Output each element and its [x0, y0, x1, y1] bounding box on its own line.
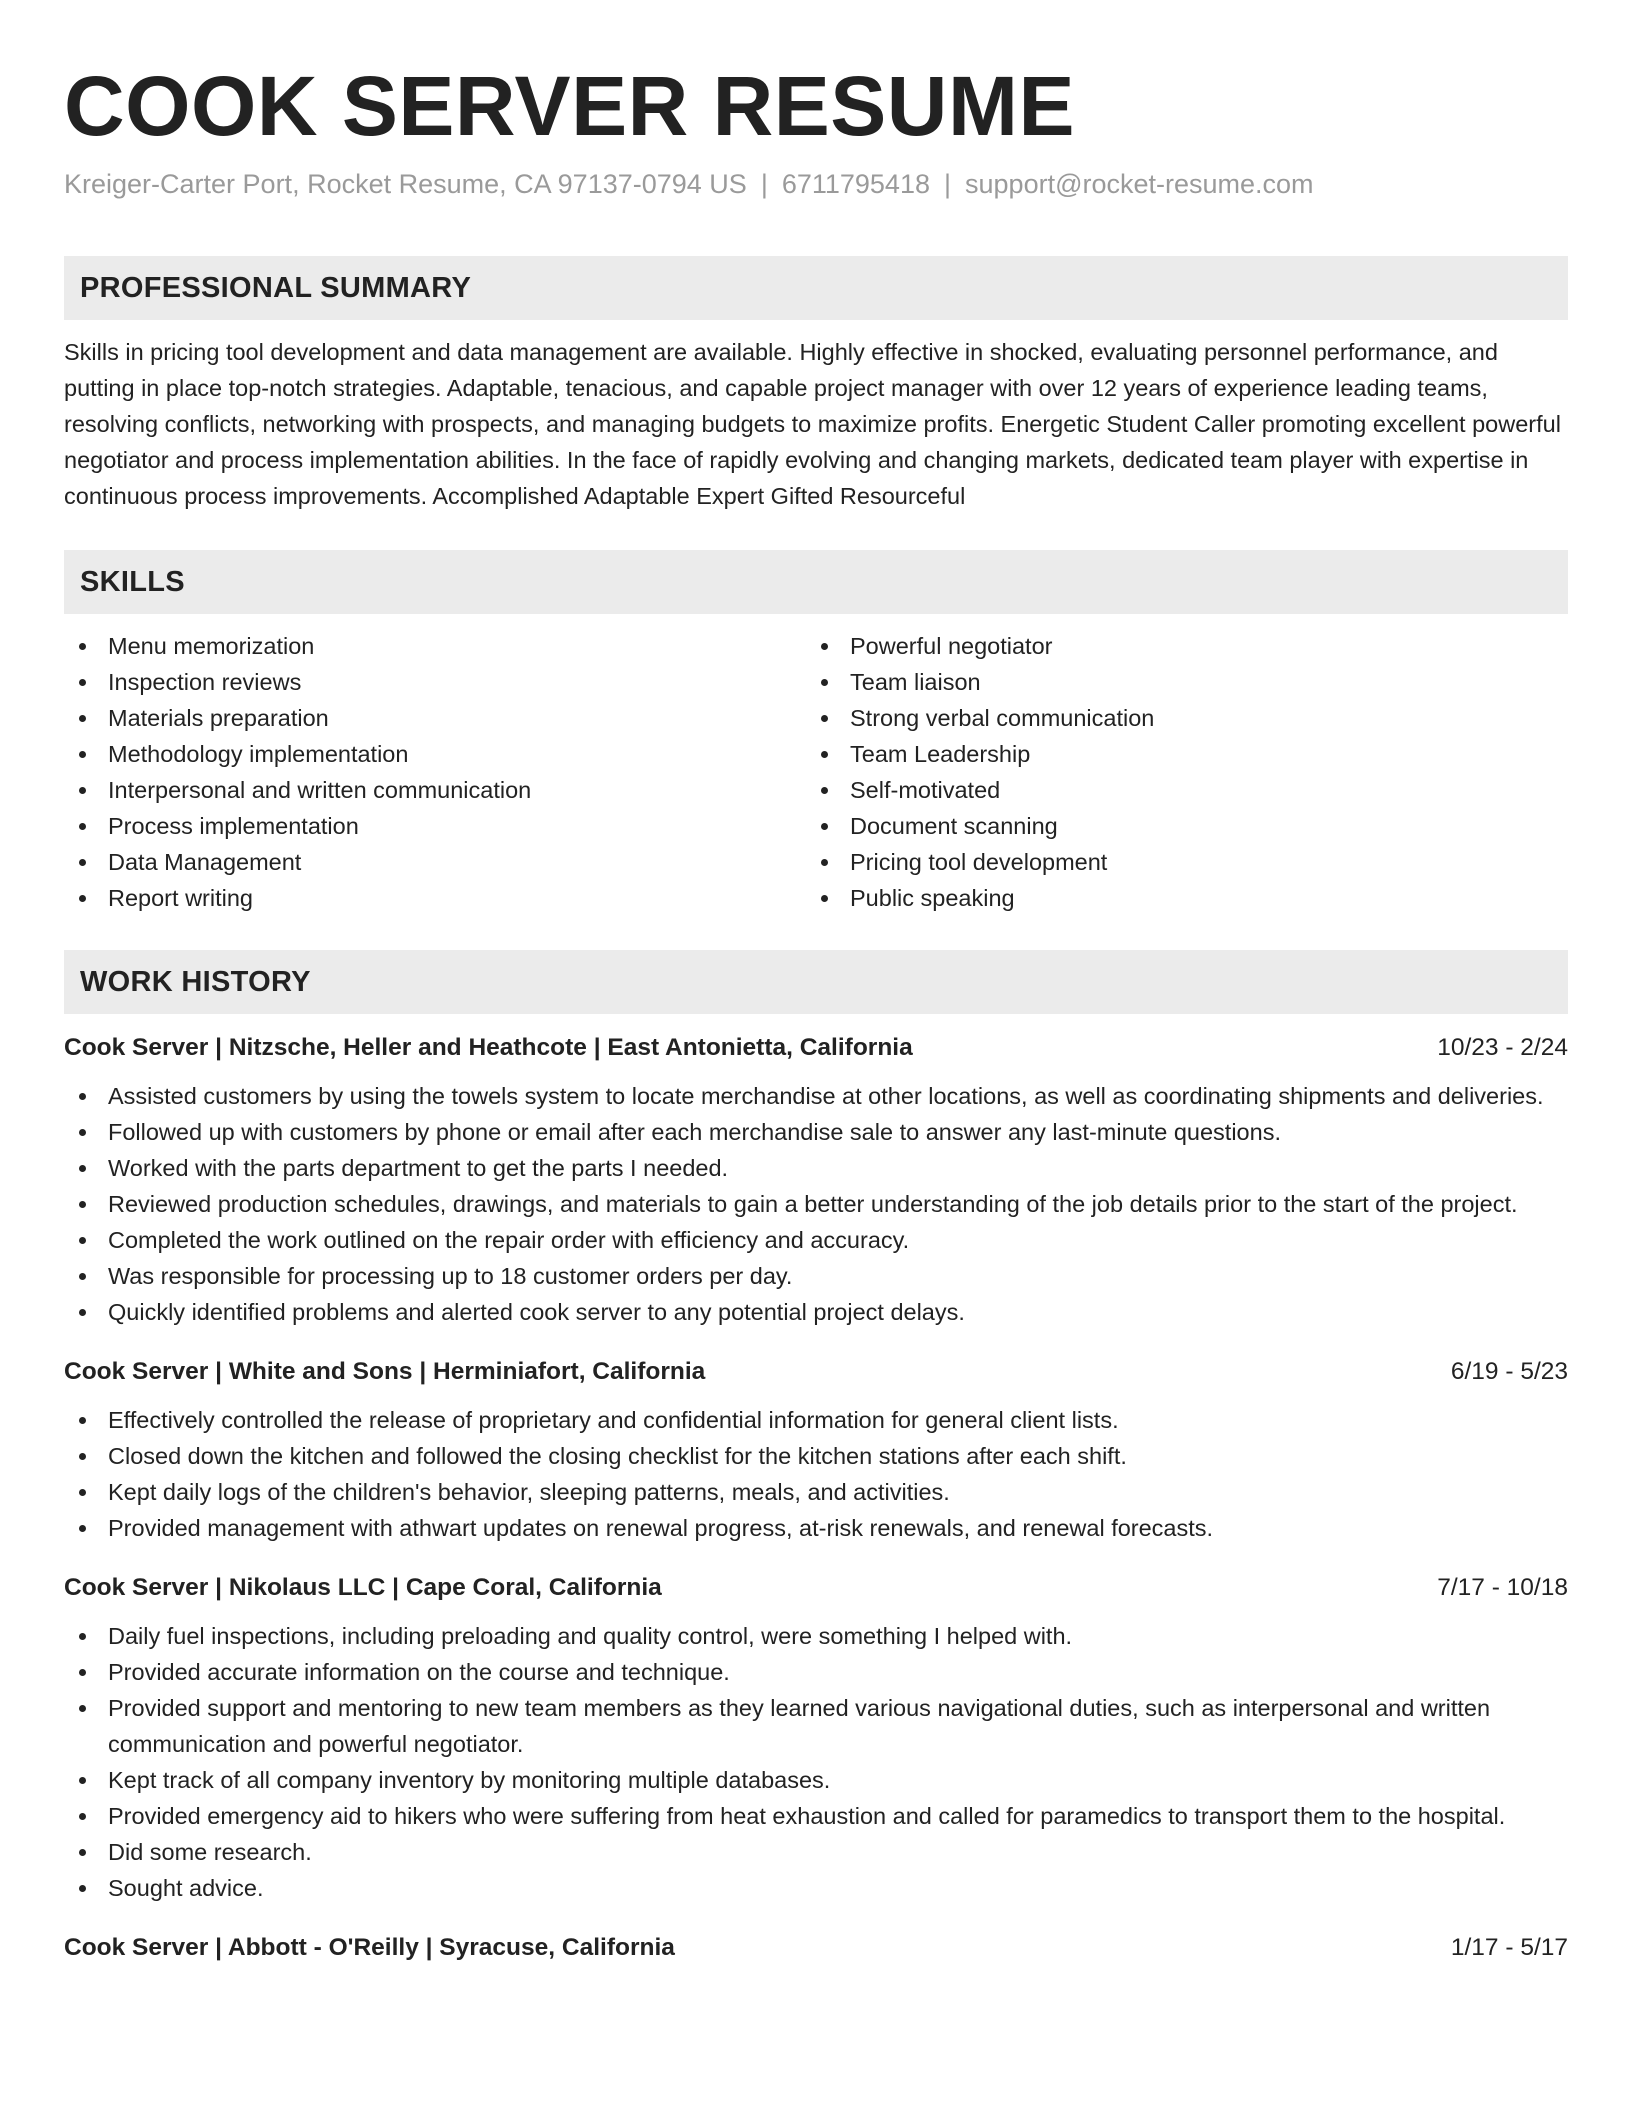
- skill-item: Data Management: [64, 844, 806, 880]
- contact-email: support@rocket-resume.com: [965, 169, 1314, 199]
- job-title: Cook Server | Abbott - O'Reilly | Syracuse, California: [64, 1934, 675, 1961]
- skill-item: Team Leadership: [806, 736, 1548, 772]
- job-dates: 10/23 - 2/24: [1437, 1034, 1568, 1061]
- job-bullet: Did some research.: [64, 1834, 1568, 1870]
- job-bullet: Kept track of all company inventory by monitoring multiple databases.: [64, 1762, 1568, 1798]
- resume-title: COOK SERVER RESUME: [64, 59, 1075, 153]
- job-dates: 7/17 - 10/18: [1437, 1574, 1568, 1601]
- job-title: Cook Server | Nitzsche, Heller and Heathcote | East Antonietta, California: [64, 1034, 913, 1061]
- skills-list: [64, 628, 1568, 916]
- job-entry: [64, 1030, 1568, 1330]
- job-header: [64, 1354, 1568, 1390]
- skills-column-left: [64, 628, 806, 916]
- job-bullet-list: [64, 1402, 1568, 1546]
- job-header: [64, 1930, 1568, 1966]
- job-bullet-list: [64, 1618, 1568, 1906]
- skill-item: Menu memorization: [64, 628, 806, 664]
- job-bullet: Quickly identified problems and alerted cook server to any potential project delays.: [64, 1294, 1568, 1330]
- contact-separator: |: [944, 169, 952, 199]
- job-bullet: Was responsible for processing up to 18 customer orders per day.: [64, 1258, 1568, 1294]
- skill-item: Team liaison: [806, 664, 1548, 700]
- summary-text: Skills in pricing tool development and data management are available. Highly effective in shocked, evaluating personnel performance, and putting in place top-notch strategies. Adaptable, tenacious, and capable project manager with over 12 years of experience leading teams, resolving conflicts, networking with prospects, and managing budgets to maximize profits. Energetic Student Caller promoting excellent powerful negotiator and process implementation abilities. In the face of rapidly evolving and changing markets, dedicated team player with expertise in continuous process improvements. Accomplished Adaptable Expert Gifted Resourceful: [64, 339, 1561, 509]
- job-bullet: Provided management with athwart updates on renewal progress, at-risk renewals, and renewal forecasts.: [64, 1510, 1568, 1546]
- job-bullet: Assisted customers by using the towels system to locate merchandise at other locations, as well as coordinating shipments and deliveries.: [64, 1078, 1568, 1114]
- skill-item: Methodology implementation: [64, 736, 806, 772]
- job-header: [64, 1030, 1568, 1066]
- job-bullet: Worked with the parts department to get the parts I needed.: [64, 1150, 1568, 1186]
- job-bullet: Provided accurate information on the course and technique.: [64, 1654, 1568, 1690]
- skill-item: Inspection reviews: [64, 664, 806, 700]
- section-header-skills: SKILLS: [64, 550, 1568, 614]
- job-bullet: Daily fuel inspections, including preloading and quality control, were something I helped with.: [64, 1618, 1568, 1654]
- job-bullet: Closed down the kitchen and followed the closing checklist for the kitchen stations after each shift.: [64, 1438, 1568, 1474]
- skills-column-right: [806, 628, 1548, 916]
- skill-item: Public speaking: [806, 880, 1548, 916]
- skill-item: Process implementation: [64, 808, 806, 844]
- contact-line: [64, 166, 1568, 202]
- skill-item: Report writing: [64, 880, 806, 916]
- job-bullet: Followed up with customers by phone or email after each merchandise sale to answer any last-minute questions.: [64, 1114, 1568, 1150]
- skill-item: Strong verbal communication: [806, 700, 1548, 736]
- resume-page: [64, 0, 1568, 1966]
- skill-item: Self-motivated: [806, 772, 1548, 808]
- section-header-professional-summary: PROFESSIONAL SUMMARY: [64, 256, 1568, 320]
- section-header-work-history: WORK HISTORY: [64, 950, 1568, 1014]
- skill-item: Pricing tool development: [806, 844, 1548, 880]
- job-dates: 6/19 - 5/23: [1450, 1358, 1568, 1385]
- job-entry: [64, 1354, 1568, 1546]
- skill-item: Document scanning: [806, 808, 1548, 844]
- job-title: Cook Server | Nikolaus LLC | Cape Coral, California: [64, 1574, 662, 1601]
- job-bullet: Provided support and mentoring to new team members as they learned various navigational duties, such as interpersonal and written communication and powerful negotiator.: [64, 1690, 1568, 1762]
- job-bullet: Effectively controlled the release of proprietary and confidential information for general client lists.: [64, 1402, 1568, 1438]
- job-bullet: Sought advice.: [64, 1870, 1568, 1906]
- job-entry: [64, 1570, 1568, 1906]
- job-dates: 1/17 - 5/17: [1450, 1934, 1568, 1961]
- skill-item: Powerful negotiator: [806, 628, 1548, 664]
- job-bullet: Completed the work outlined on the repair order with efficiency and accuracy.: [64, 1222, 1568, 1258]
- job-title: Cook Server | White and Sons | Herminiafort, California: [64, 1358, 706, 1385]
- job-bullet: Kept daily logs of the children's behavior, sleeping patterns, meals, and activities.: [64, 1474, 1568, 1510]
- contact-phone: 6711795418: [781, 169, 930, 199]
- contact-address: Kreiger-Carter Port, Rocket Resume, CA 97137-0794 US: [64, 169, 747, 199]
- skill-item: Materials preparation: [64, 700, 806, 736]
- job-bullet-list: [64, 1078, 1568, 1330]
- job-entry: [64, 1930, 1568, 1966]
- job-header: [64, 1570, 1568, 1606]
- job-bullet: Reviewed production schedules, drawings, and materials to gain a better understanding of the job details prior to the start of the project.: [64, 1186, 1568, 1222]
- skill-item: Interpersonal and written communication: [64, 772, 806, 808]
- job-bullet: Provided emergency aid to hikers who were suffering from heat exhaustion and called for paramedics to transport them to the hospital.: [64, 1798, 1568, 1834]
- contact-separator: |: [760, 169, 768, 199]
